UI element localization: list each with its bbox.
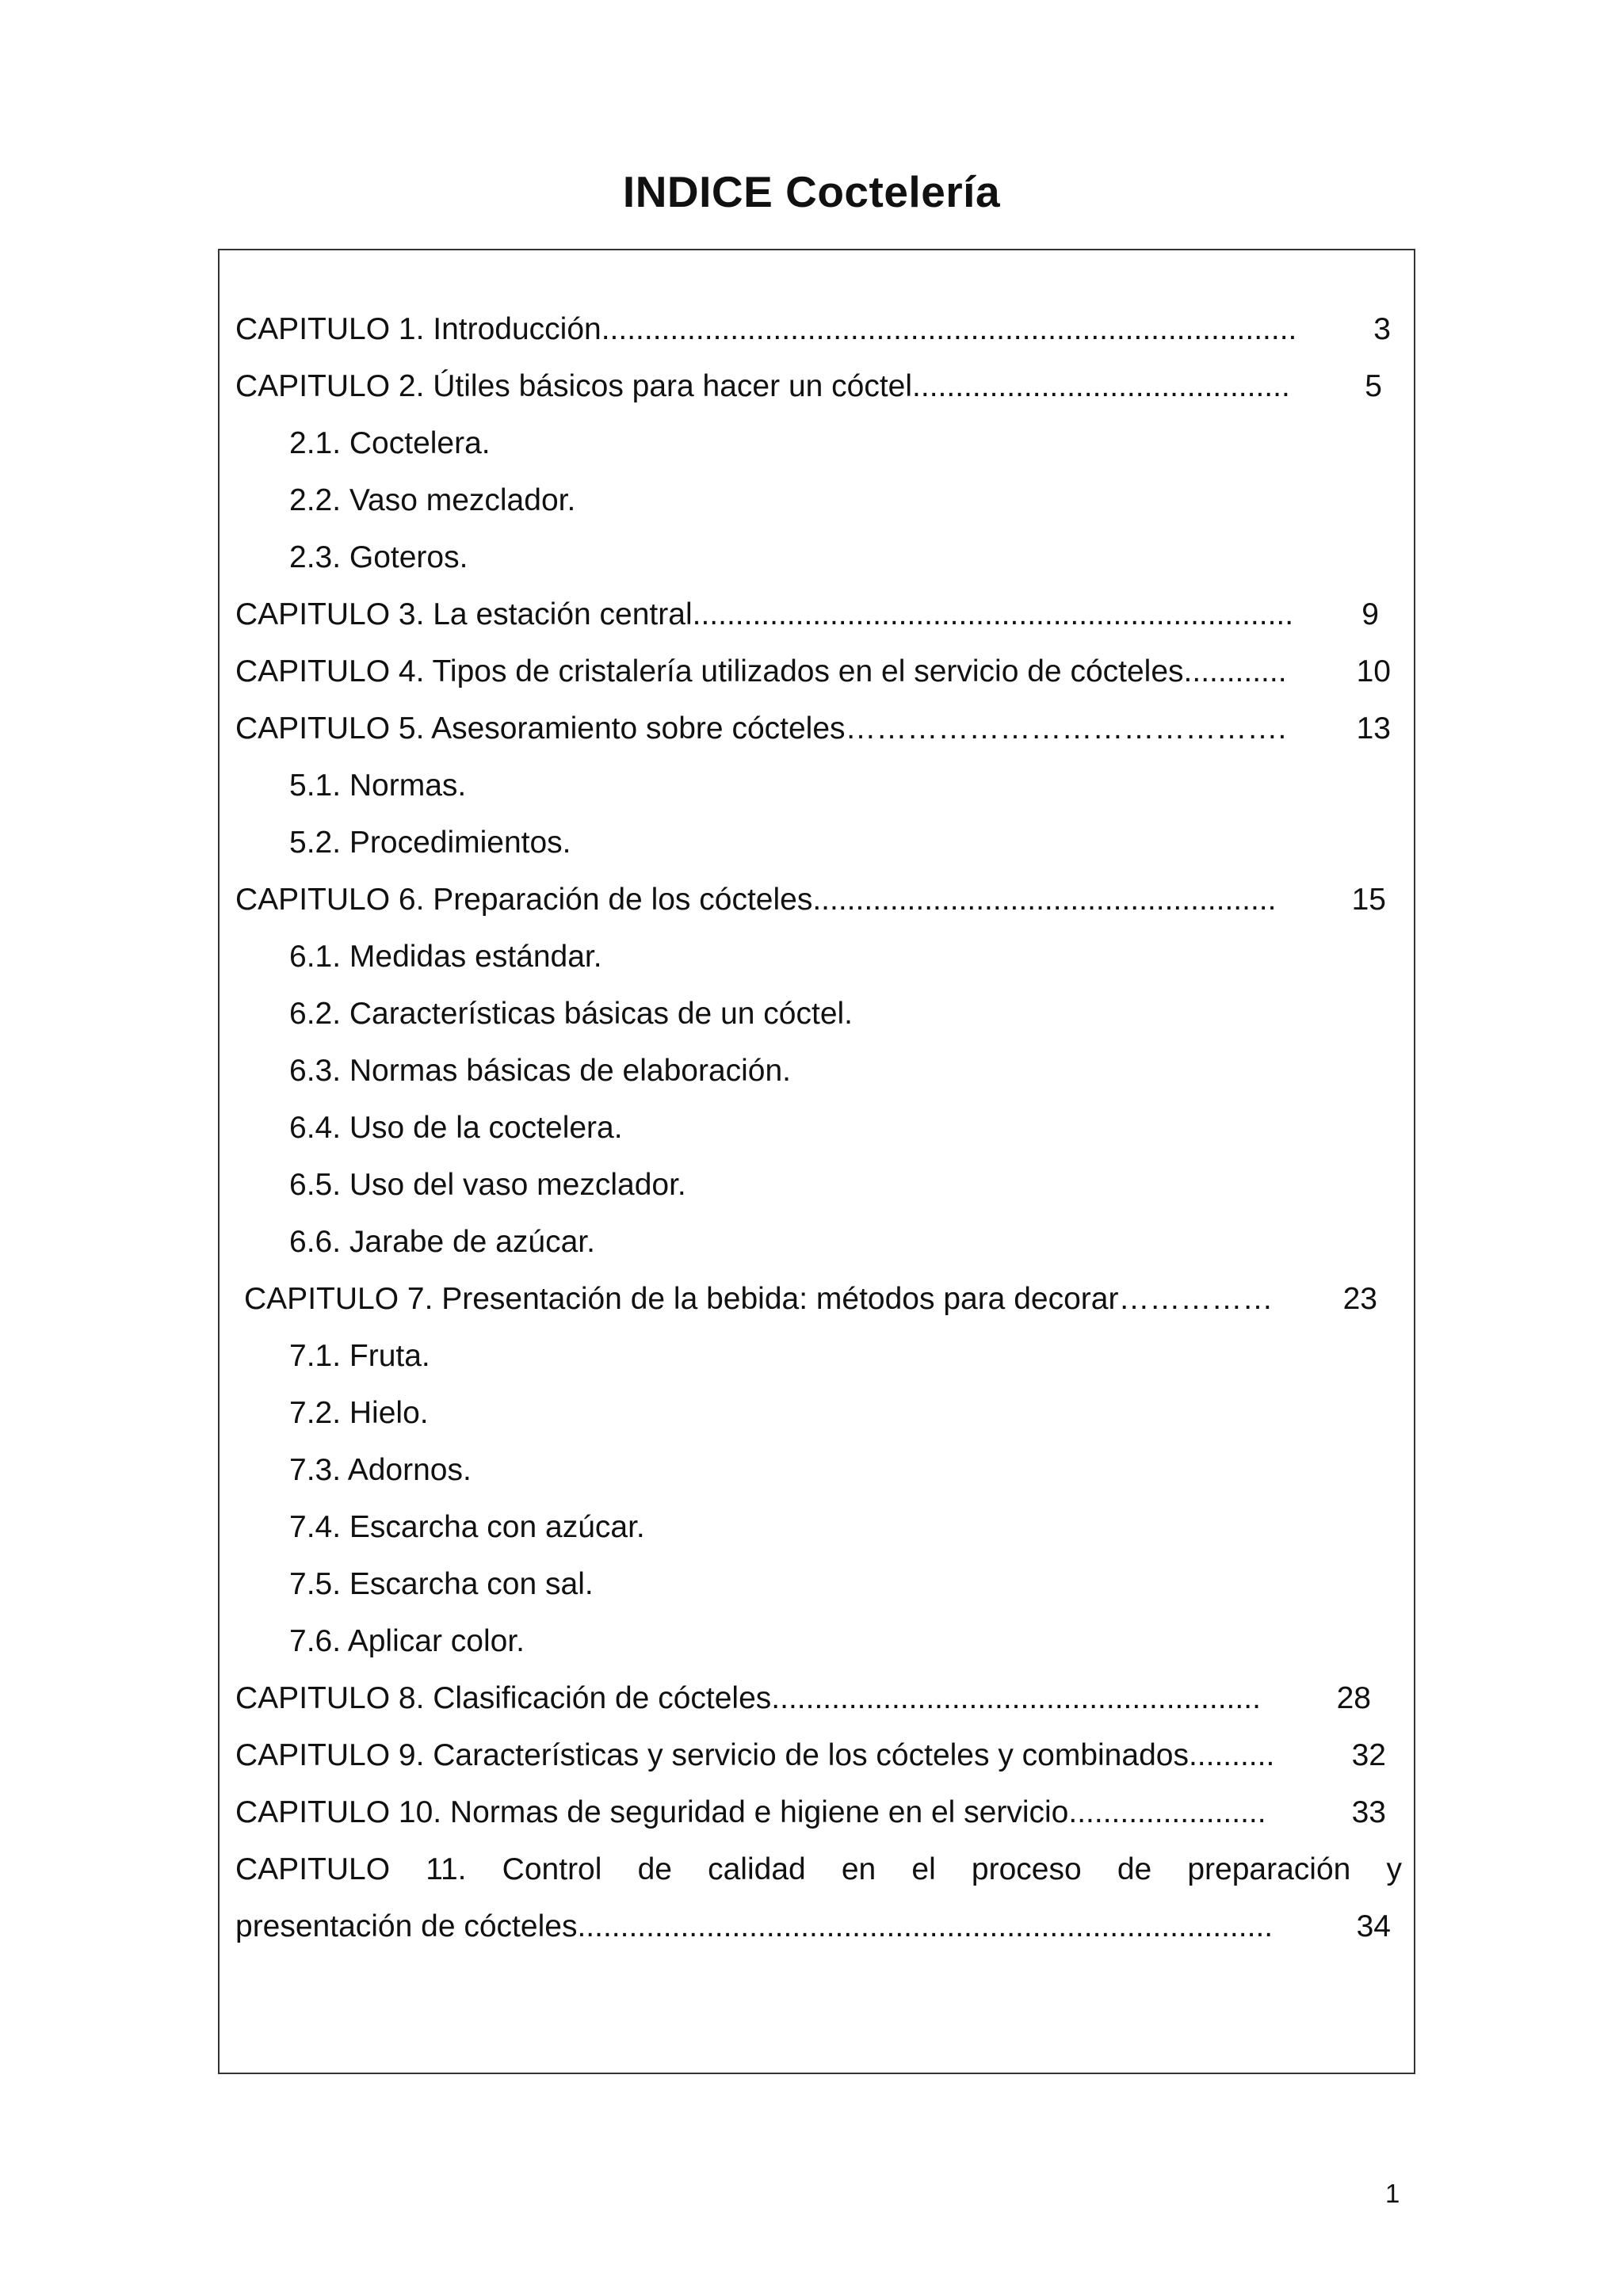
toc-page-number: 3	[1373, 312, 1391, 346]
toc-entry-chapter-2	[235, 368, 1382, 406]
toc-subentry-6-1: 6.1. Medidas estándar.	[289, 940, 602, 974]
toc-dot-leader: .................................................................................	[577, 1909, 1274, 1943]
table-of-contents-box	[218, 249, 1415, 2074]
toc-subentry-7-3: 7.3. Adornos.	[289, 1453, 472, 1487]
toc-dot-leader: ......................................................................	[692, 597, 1294, 631]
toc-entry-chapter-9	[235, 1737, 1386, 1775]
toc-entry-chapter-4	[235, 653, 1391, 691]
toc-subentry-6-2: 6.2. Características básicas de un cóctel.	[289, 997, 854, 1031]
toc-entry-title: CAPITULO 3. La estación central	[235, 597, 693, 631]
toc-entry-title: CAPITULO 10. Normas de seguridad e higiene en el servicio	[235, 1795, 1069, 1829]
toc-page-number: 10	[1356, 654, 1391, 688]
toc-subentry-6-3: 6.3. Normas básicas de elaboración.	[289, 1054, 792, 1088]
toc-page-number: 32	[1351, 1738, 1386, 1772]
page-title: INDICE Coctelería	[622, 167, 1001, 216]
toc-entry-title: CAPITULO 7. Presentación de la bebida: métodos para decorar	[244, 1282, 1119, 1316]
toc-page-number: 13	[1356, 711, 1391, 746]
toc-subentry-6-4: 6.4. Uso de la coctelera.	[289, 1111, 623, 1145]
toc-entry-title: CAPITULO 1. Introducción	[235, 312, 601, 346]
toc-dot-leader: .......................	[1068, 1795, 1266, 1829]
toc-subentry-7-6: 7.6. Aplicar color.	[289, 1624, 525, 1658]
toc-page-number: 15	[1351, 883, 1386, 917]
toc-dot-leader: …………………………………….	[845, 711, 1287, 746]
toc-subentry-5-1: 5.1. Normas.	[289, 769, 467, 803]
footer-page-number: 1	[1385, 2179, 1400, 2208]
toc-entry-title: CAPITULO 6. Preparación de los cócteles	[235, 883, 813, 917]
toc-entry-title: CAPITULO 5. Asesoramiento sobre cócteles	[235, 711, 846, 746]
toc-subentry-6-5: 6.5. Uso del vaso mezclador.	[289, 1168, 686, 1202]
toc-entry-chapter-11-line-2	[235, 1908, 1391, 1946]
toc-entry-chapter-10	[235, 1794, 1386, 1832]
toc-page-number: 5	[1365, 369, 1382, 403]
toc-dot-leader: ............	[1183, 654, 1287, 688]
toc-dot-leader: ……………	[1118, 1282, 1274, 1316]
toc-entry-chapter-7	[244, 1280, 1377, 1318]
toc-page-number: 33	[1351, 1795, 1386, 1829]
toc-dot-leader: ......................................................	[812, 883, 1277, 917]
toc-entry-chapter-1	[235, 311, 1391, 349]
toc-entry-title: CAPITULO 8. Clasificación de cócteles	[235, 1681, 772, 1715]
toc-entry-chapter-5	[235, 710, 1391, 748]
toc-subentry-7-2: 7.2. Hielo.	[289, 1396, 429, 1430]
toc-entry-title: CAPITULO 4. Tipos de cristalería utilizados en el servicio de cócteles	[235, 654, 1184, 688]
toc-dot-leader: .................................................................................	[601, 312, 1297, 346]
toc-entry-title: CAPITULO 9. Características y servicio de los cócteles y combinados	[235, 1738, 1189, 1772]
toc-page-number: 9	[1361, 597, 1379, 631]
toc-entry-chapter-3	[235, 596, 1379, 634]
toc-entry-title: presentación de cócteles	[235, 1909, 578, 1943]
toc-subentry-6-6: 6.6. Jarabe de azúcar.	[289, 1225, 595, 1259]
toc-dot-leader: ............................................	[912, 369, 1290, 403]
toc-entry-title: CAPITULO 2. Útiles básicos para hacer un cóctel	[235, 369, 913, 403]
toc-dot-leader: ..........	[1188, 1738, 1275, 1772]
toc-subentry-7-4: 7.4. Escarcha con azúcar.	[289, 1510, 645, 1544]
toc-subentry-2-3: 2.3. Goteros.	[289, 540, 468, 574]
toc-page-number: 28	[1336, 1681, 1371, 1715]
toc-page-number: 23	[1342, 1282, 1377, 1316]
toc-page-number: 34	[1356, 1909, 1391, 1943]
toc-subentry-2-1: 2.1. Coctelera.	[289, 426, 491, 460]
toc-entry-chapter-6	[235, 881, 1386, 919]
toc-entry-chapter-11-line-1: CAPITULO 11. Control de calidad en el proceso de preparación y	[235, 1852, 1402, 1886]
toc-subentry-7-5: 7.5. Escarcha con sal.	[289, 1567, 594, 1601]
toc-subentry-7-1: 7.1. Fruta.	[289, 1339, 430, 1373]
toc-entry-chapter-8	[235, 1680, 1371, 1718]
toc-dot-leader: .........................................................	[771, 1681, 1261, 1715]
toc-subentry-5-2: 5.2. Procedimientos.	[289, 826, 571, 860]
toc-subentry-2-2: 2.2. Vaso mezclador.	[289, 483, 576, 517]
